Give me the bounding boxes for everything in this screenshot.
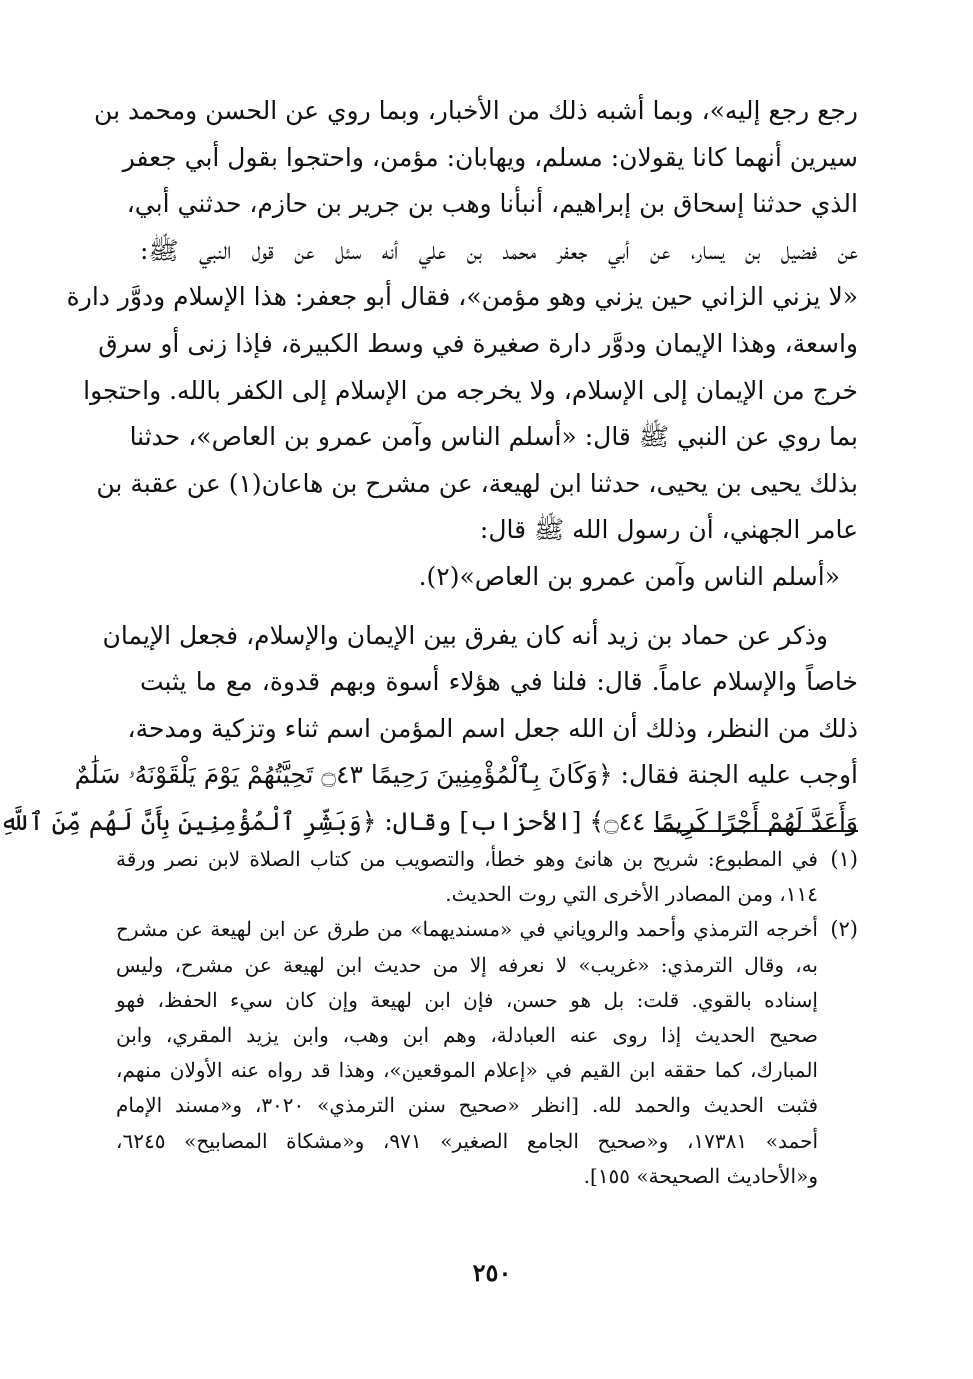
footnote-line: به، وقال الترمذي: «غريب» لا نعرفه إلا من حديث ابن لهيعة عن مشرح، وليس <box>116 952 818 977</box>
footnote-separator <box>654 830 858 832</box>
footnote-number: (١) <box>830 847 858 871</box>
footnote-line: و«الأحاديث الصحيحة» ١٥٥]. <box>583 1163 818 1188</box>
body-line-13: خاصاً والإسلام عاماً. قال: فلنا في هؤلاء أسوة وبهم قدوة، مع ما يثبت <box>140 667 858 697</box>
footnote-line: في المطبوع: شريح بن هانئ وهو خطأ، والتصويب من كتاب الصلاة لابن نصر ورقة <box>116 847 818 871</box>
footnotes <box>116 842 858 1194</box>
body-line-1: رجع رجع إليه»، وبما أشبه ذلك من الأخبار، وبما روي عن الحسن ومحمد بن <box>94 96 858 125</box>
footnote-line: أحمد» ١٧٣٨١، و«صحيح الجامع الصغير» ٩٧١، و«مشكاة المصابيح» ٦٢٤٥، <box>116 1128 819 1153</box>
footnote-line: ١١٤، ومن المصادر الأخرى التي روت الحديث. <box>445 882 818 907</box>
footnote-line: إسناده بالقوي. قلت: بل هو حسن، فإن ابن لهيعة وإن كان سيء الحفظ، فهو <box>116 987 818 1012</box>
body-line-14: ذلك من النظر، وذلك أن الله جعل اسم المؤمن اسم ثناء وتزكية ومدحة، <box>127 713 858 743</box>
hadith-quote-line: «أسلم الناس وآمن عمرو بن العاص»(٢). <box>418 561 840 591</box>
footnote-number: (٢) <box>830 917 858 942</box>
body-line-7: خرج من الإيمان إلى الإسلام، ولا يخرجه من الإسلام إلى الكفر بالله. واحتجوا <box>83 375 858 405</box>
footnote-line: فثبت الحديث والحمد لله. [انظر «صحيح سنن الترمذي» ٣٠٢٠، و«مسند الإمام <box>116 1093 819 1118</box>
footnote-line: المبارك، كما حققه ابن القيم في «إعلام الموقعين»، وهذا قد رواه عنه الأولان منهم، <box>116 1058 818 1083</box>
footnote-1 <box>116 842 858 912</box>
body-line-4: عن فضيل بن يسار، عن أبي جعفر محمد بن علي أنه سئل عن قول النبي ﷺ: <box>140 235 858 265</box>
body-line-2: سيرين أنهما كانا يقولان: مسلم، ويهابان: مؤمن، واحتجوا بقول أبي جعفر <box>122 142 858 172</box>
body-line-3: الذي حدثنا إسحاق بن إبراهيم، أنبأنا وهب بن جرير بن حازم، حدثني أبي، <box>126 189 858 219</box>
body-line-12: وذكر عن حماد بن زيد أنه كان يفرق بين الإيمان والإسلام، فجعل الإيمان <box>102 620 828 650</box>
body-line-10: عامر الجهني، أن رسول الله ﷺ قال: <box>479 515 858 545</box>
quran-verse-line-2: وَأَعَدَّ لَهُمْ أَجْرًا كَرِيمًا ۝٤٤﴾ [الأحزاب] وقال: ﴿وَبَشِّرِ ٱلْمُؤْمِنِينَ بِأَنَّ لَهُم مِّنَ ٱللَّهِ <box>0 806 858 836</box>
page-number: ٢٥٠ <box>472 1258 512 1287</box>
body-line-5: «لا يزني الزاني حين يزني وهو مؤمن»، فقال أبو جعفر: هذا الإسلام ودوَّر دارة <box>66 282 858 312</box>
footnote-2 <box>116 912 858 1194</box>
footnote-line: صحيح الحديث إذا روى عنه العبادلة، وهم ابن وهب، وابن يزيد المقري، وابن <box>116 1022 818 1047</box>
main-text <box>0 88 858 846</box>
quran-verse-line-1: أوجب عليه الجنة فقال: ﴿وَكَانَ بِٱلْمُؤْمِنِينَ رَحِيمًا ۝٤٣ تَحِيَّتُهُمْ يَوْمَ يَلْقَوْنَهُۥ سَلَٰمٌ <box>74 760 858 790</box>
body-line-9: بذلك يحيى بن يحيى، حدثنا ابن لهيعة، عن مشرح بن هاعان(١) عن عقبة بن <box>96 468 858 498</box>
body-line-6: واسعة، وهذا الإيمان ودوَّر دارة صغيرة في وسط الكبيرة، فإذا زنى أو سرق <box>98 328 858 358</box>
footnote-line: أخرجه الترمذي وأحمد والروياني في «مسنديهما» من طرق عن ابن لهيعة عن مشرح <box>116 917 818 942</box>
body-line-8: بما روي عن النبي ﷺ قال: «أسلم الناس وآمن عمرو بن العاص»، حدثنا <box>129 422 858 452</box>
